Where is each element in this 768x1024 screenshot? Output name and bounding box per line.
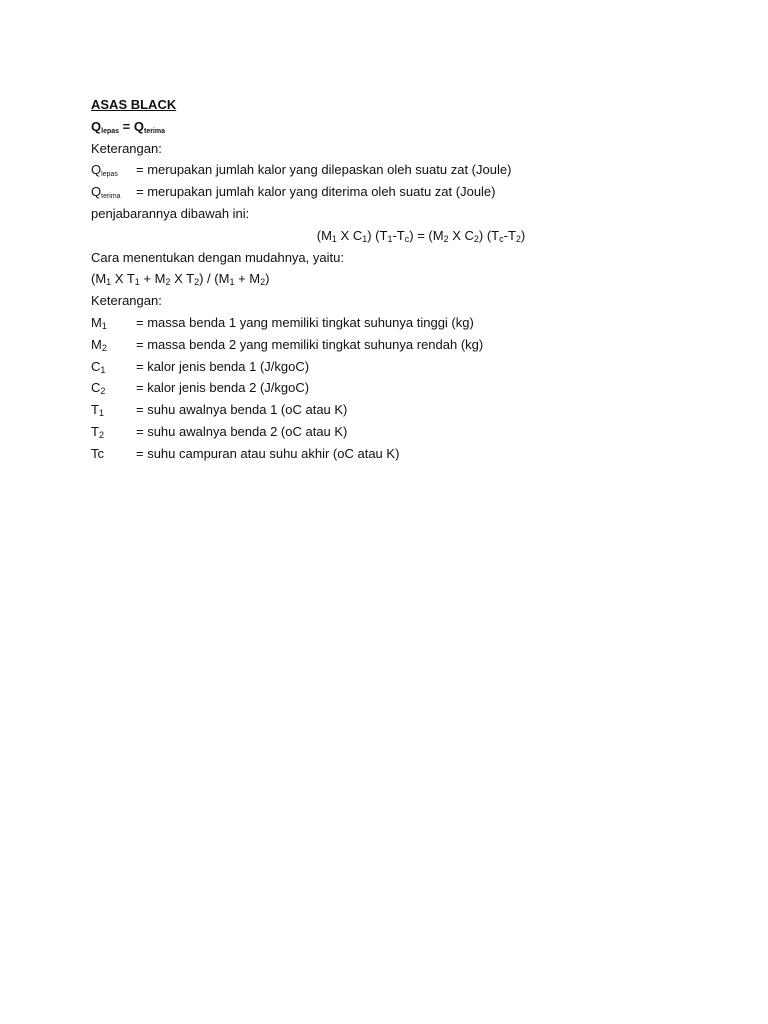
f2-part: + M: [234, 271, 261, 287]
f1-sub: 2: [443, 233, 449, 244]
f1-part: ): [520, 227, 526, 243]
var-text: = suhu awalnya benda 1 (oC atau K): [136, 402, 348, 418]
var-sym: T: [91, 423, 99, 439]
f1-sub: 1: [331, 233, 337, 244]
f2-part: X T: [111, 271, 135, 287]
f1-part: ) (T: [367, 227, 388, 243]
eq-sub-terima: terima: [143, 127, 165, 135]
def-q: Q: [91, 162, 102, 178]
f2-sub: 1: [106, 277, 112, 288]
document-body: [91, 94, 711, 465]
var-text: = suhu campuran atau suhu akhir (oC atau K): [136, 445, 400, 461]
f1-sub: 2: [473, 233, 479, 244]
f2-sub: 2: [260, 277, 266, 288]
var-sub: 1: [98, 408, 104, 419]
var-text: = massa benda 1 yang memiliki tingkat suhunya tinggi (kg): [136, 314, 474, 330]
variable-definition: [91, 334, 711, 356]
penjabaran-text: penjabarannya dibawah ini:: [91, 205, 250, 221]
var-sub: 2: [100, 386, 106, 397]
variable-definition: [91, 443, 711, 465]
def-text: = merupakan jumlah kalor yang dilepaskan oleh suatu zat (Joule): [136, 162, 512, 178]
var-sym: M: [91, 314, 102, 330]
f1-part: ) = (M: [409, 227, 444, 243]
var-text: = kalor jenis benda 1 (J/kgoC): [136, 358, 310, 374]
var-sub: 2: [98, 429, 104, 440]
eq-equals: =: [119, 118, 134, 134]
var-sub: 1: [100, 364, 106, 375]
var-text: = suhu awalnya benda 2 (oC atau K): [136, 423, 348, 439]
variable-definition: [91, 377, 711, 399]
var-text: = massa benda 2 yang memiliki tingkat suhunya rendah (kg): [136, 336, 484, 352]
f1-sub: 1: [362, 233, 368, 244]
f2-sub: 2: [165, 277, 171, 288]
f1-sub: 1: [387, 233, 393, 244]
var-symbol: [91, 443, 136, 469]
f1-part: -T: [392, 227, 405, 243]
f2-sub: 2: [194, 277, 200, 288]
document-title: ASAS BLACK: [91, 97, 177, 112]
var-sub: 2: [101, 342, 107, 353]
f1-sub: c: [404, 233, 410, 244]
definition-q-terima: [91, 181, 711, 203]
f1-sub: 2: [515, 233, 521, 244]
f1-part: X C: [448, 227, 474, 243]
def-text: = merupakan jumlah kalor yang diterima oleh suatu zat (Joule): [136, 184, 496, 200]
f1-part: (M: [316, 227, 332, 243]
var-sym: Tc: [91, 445, 104, 461]
var-sym: M: [91, 336, 102, 352]
f1-part: ) (T: [478, 227, 500, 243]
var-sym: C: [91, 380, 101, 396]
keterangan-heading: Keterangan:: [91, 140, 162, 156]
variable-definition: [91, 312, 711, 334]
eq-q2: Q: [133, 118, 144, 134]
var-text: = kalor jenis benda 2 (J/kgoC): [136, 380, 310, 396]
f1-sub: c: [499, 233, 504, 244]
formula-final-temperature: [91, 268, 711, 290]
f2-part: + M: [139, 271, 166, 287]
def-sub: lepas: [101, 171, 118, 179]
var-sub: 1: [101, 320, 107, 331]
var-sym: T: [91, 402, 99, 418]
f2-part: ): [265, 271, 270, 287]
main-equation: [91, 116, 711, 138]
f2-part: ) / (M: [199, 271, 230, 287]
f2-part: (M: [91, 271, 107, 287]
variable-definition: [91, 399, 711, 421]
def-sub: terima: [101, 193, 121, 201]
variable-definition: [91, 356, 711, 378]
eq-sub-lepas: lepas: [101, 127, 120, 135]
var-sym: C: [91, 358, 101, 374]
variable-definition: [91, 421, 711, 443]
f2-sub: 1: [229, 277, 235, 288]
eq-q: Q: [91, 118, 102, 134]
cara-text: Cara menentukan dengan mudahnya, yaitu:: [91, 249, 344, 265]
formula-heat-balance: [91, 225, 711, 247]
f2-sub: 1: [134, 277, 140, 288]
f1-part: -T: [503, 227, 516, 243]
def-q: Q: [91, 184, 102, 200]
definition-q-lepas: [91, 159, 711, 181]
f1-part: X C: [336, 227, 363, 243]
keterangan-heading-2: Keterangan:: [91, 293, 162, 309]
f2-part: X T: [170, 271, 195, 287]
